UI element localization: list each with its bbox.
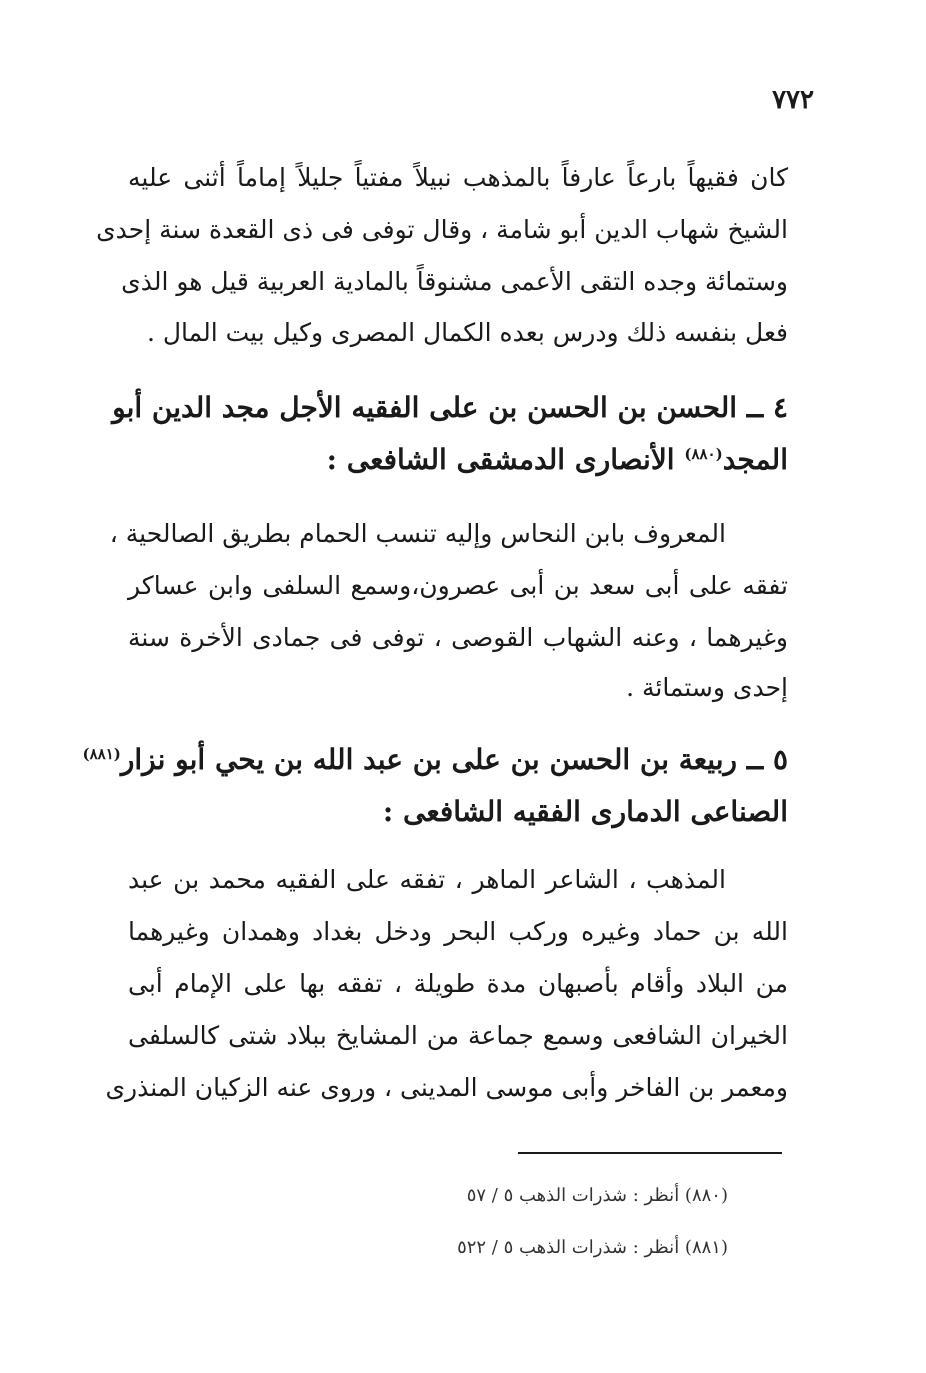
footnote-ref: (٨٨١) bbox=[82, 745, 121, 763]
footnote-divider bbox=[518, 1152, 782, 1154]
footnote: (٨٨١) أنظر : شذرات الذهب ٥ / ٥٢٢ bbox=[457, 1237, 728, 1258]
entry-heading: ٤ ــ الحسن بن الحسن بن على الفقيه الأجل مجد الدين أبو bbox=[112, 391, 788, 424]
text-line: الخيران الشافعى وسمع جماعة من المشايخ ببلاد شتى كالسلفى bbox=[128, 1021, 788, 1050]
heading-text: الأنصارى الدمشقى الشافعى : bbox=[326, 443, 675, 476]
footnote-ref: (٨٨٠) bbox=[684, 445, 723, 463]
heading-text: ٥ ــ ربيعة بن الحسن بن على بن عبد الله بن يحي أبو نزار bbox=[120, 743, 788, 776]
text-line: من البلاد وأقام بأصبهان مدة طويلة ، تفقه بها على الإمام أبى bbox=[128, 969, 788, 998]
text-line: وغيرهما ، وعنه الشهاب القوصى ، توفى فى جمادى الأخرة سنة bbox=[128, 623, 788, 652]
entry-heading bbox=[128, 440, 788, 480]
text-line: فعل بنفسه ذلك ودرس بعده الكمال المصرى وكيل بيت المال . bbox=[146, 318, 788, 347]
text-line: كان فقيهاً بارعاً عارفاً بالمذهب نبيلاً مفتياً جليلاً إماماً أثنى عليه bbox=[128, 163, 788, 192]
entry-heading: الصناعى الدمارى الفقيه الشافعى : bbox=[382, 795, 788, 828]
text-line: الشيخ شهاب الدين أبو شامة ، وقال توفى فى ذى القعدة سنة إحدى bbox=[96, 215, 788, 244]
text-line: المعروف بابن النحاس وإليه تنسب الحمام بطريق الصالحية ، bbox=[109, 519, 726, 548]
heading-text: المجد bbox=[722, 443, 788, 476]
text-line: إحدى وستمائة . bbox=[626, 673, 788, 702]
text-line: المذهب ، الشاعر الماهر ، تفقه على الفقيه محمد بن عبد bbox=[128, 865, 726, 894]
footnote: (٨٨٠) أنظر : شذرات الذهب ٥ / ٥٧ bbox=[466, 1185, 728, 1206]
text-line: تفقه على أبى سعد بن أبى عصرون،وسمع السلفى وابن عساكر bbox=[128, 571, 788, 600]
entry-heading bbox=[82, 740, 788, 780]
page-number: ٧٧٢ bbox=[772, 85, 814, 115]
text-line: وستمائة وجده التقى الأعمى مشنوقاً بالمادية العربية قيل هو الذى bbox=[121, 267, 788, 296]
text-line: الله بن حماد وغيره وركب البحر ودخل بغداد وهمدان وغيرهما bbox=[128, 917, 788, 946]
text-line: ومعمر بن الفاخر وأبى موسى المدينى ، وروى عنه الزكيان المنذرى bbox=[105, 1073, 788, 1102]
